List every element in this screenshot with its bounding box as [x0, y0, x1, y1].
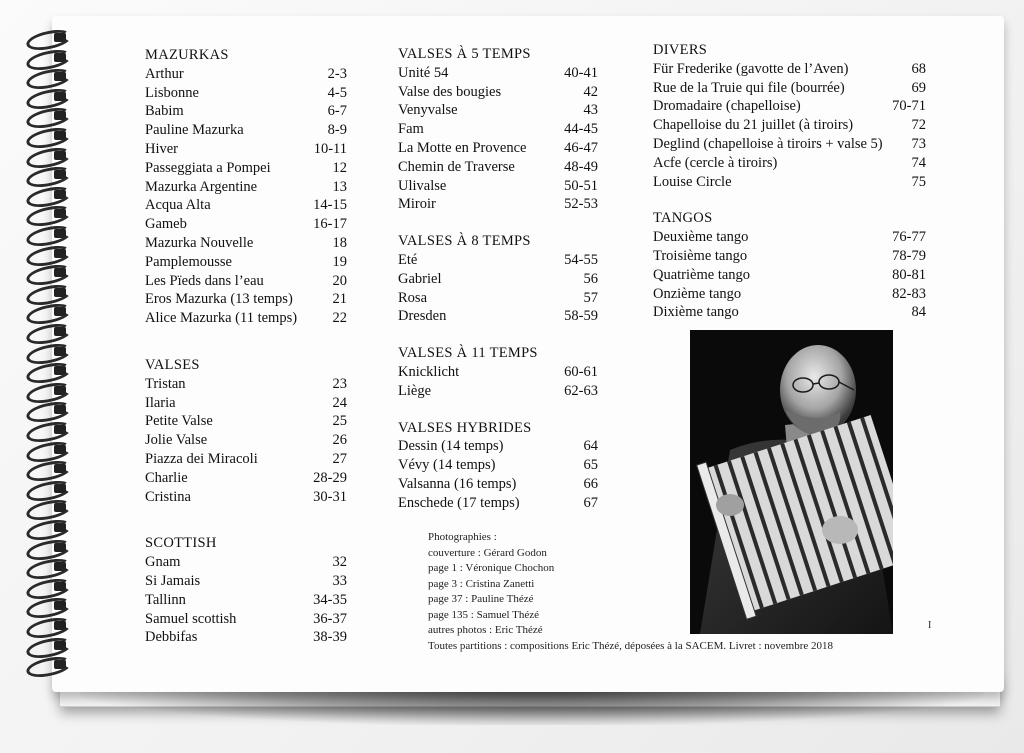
photo-credits: [428, 530, 554, 639]
spiral-ring: [20, 383, 76, 399]
spiral-ring: [20, 598, 76, 614]
section-title: TANGOS: [653, 210, 713, 227]
toc-entry: [653, 247, 926, 266]
entry-title: Babim: [145, 103, 184, 120]
entry-title: Samuel scottish: [145, 610, 237, 627]
entry-page: 4-5: [327, 84, 347, 101]
entry-page: 38-39: [313, 629, 347, 646]
entry-title: Charlie: [145, 469, 188, 486]
entry-title: Deuxième tango: [653, 229, 749, 246]
section-title: VALSES À 8 TEMPS: [398, 233, 531, 250]
entry-title: Lisbonne: [145, 84, 199, 101]
toc-entry: [145, 450, 347, 469]
credit-line: page 37 : Pauline Thézé: [428, 593, 534, 605]
toc-entry: [145, 610, 347, 629]
entry-page: 20: [332, 272, 347, 289]
entry-page: 84: [911, 304, 926, 321]
entry-page: 74: [911, 154, 926, 171]
entry-title: Tallinn: [145, 591, 186, 608]
toc-entry: [145, 628, 347, 647]
toc-entry: [145, 102, 347, 121]
entry-title: Acfe (cercle à tiroirs): [653, 154, 778, 171]
toc-entry: [653, 266, 926, 285]
entry-title: Liège: [398, 382, 432, 399]
entry-title: Si Jamais: [145, 572, 201, 589]
spiral-ring: [20, 304, 76, 320]
entry-page: 30-31: [313, 488, 347, 505]
entry-title: Valse des bougies: [398, 83, 502, 100]
toc-entry: [398, 437, 598, 456]
toc-section: [398, 45, 598, 214]
toc-entry: [145, 394, 347, 413]
toc-entry: [398, 120, 598, 139]
toc-entry: [653, 135, 926, 154]
entry-title: Pauline Mazurka: [145, 122, 244, 139]
entry-title: Rue de la Truie qui file (bourrée): [653, 79, 845, 96]
entry-title: Alice Mazurka (11 temps): [145, 310, 298, 327]
entry-page: 75: [911, 173, 926, 190]
toc-entry: [145, 431, 347, 450]
entry-page: 78-79: [892, 247, 926, 264]
section-title: MAZURKAS: [145, 47, 229, 63]
spiral-ring: [20, 324, 76, 340]
entry-title: Mazurka Argentine: [145, 178, 258, 195]
column-3: [653, 41, 926, 340]
entry-page: 58-59: [564, 308, 598, 325]
entry-title: Gnam: [145, 554, 181, 571]
entry-page: 54-55: [564, 251, 598, 268]
entry-title: Eros Mazurka (13 temps): [145, 291, 293, 308]
toc-entry: [145, 309, 347, 328]
entry-title: Tristan: [145, 375, 186, 392]
entry-page: 42: [583, 83, 598, 100]
spiral-wire: [25, 654, 74, 681]
toc-entry: [145, 572, 347, 591]
entry-page: 68: [911, 60, 926, 77]
toc-entry: [398, 270, 598, 289]
toc-entry: [145, 488, 347, 507]
accordion-player-photo: [690, 330, 893, 634]
toc-entry: [398, 139, 598, 158]
spiral-ring: [20, 108, 76, 124]
entry-title: La Motte en Provence: [398, 139, 527, 156]
toc-section: [145, 46, 347, 328]
entry-page: 33: [332, 572, 347, 589]
entry-title: Troisième tango: [653, 247, 748, 264]
toc-entry: [145, 234, 347, 253]
entry-page: 52-53: [564, 196, 598, 213]
credit-line: page 3 : Cristina Zanetti: [428, 577, 535, 590]
spiral-ring: [20, 657, 76, 673]
entry-title: Chapelloise du 21 juillet (à tiroirs): [653, 117, 854, 134]
toc-entry: [398, 363, 598, 382]
toc-entry: [145, 140, 347, 159]
photo-illustration: [690, 330, 893, 634]
section-title: VALSES: [145, 356, 200, 373]
entry-page: 65: [583, 457, 598, 474]
section-title: SCOTTISH: [145, 535, 217, 552]
entry-page: 72: [911, 117, 926, 134]
entry-title: Dromadaire (chapelloise): [653, 98, 801, 115]
entry-page: 46-47: [564, 139, 598, 156]
entry-page: 13: [332, 178, 347, 195]
toc-entry: [398, 158, 598, 177]
entry-page: 28-29: [313, 469, 347, 486]
spiral-ring: [20, 520, 76, 536]
entry-title: Quatrième tango: [653, 266, 751, 283]
entry-title: Dresden: [398, 308, 447, 325]
spiral-ring: [20, 540, 76, 556]
entry-page: 40-41: [564, 64, 598, 81]
entry-title: Ilaria: [145, 394, 176, 411]
entry-title: Dessin (14 temps): [398, 438, 504, 455]
entry-page: 25: [332, 413, 347, 430]
toc-entry: [145, 215, 347, 234]
toc-entry: [653, 97, 926, 116]
toc-entry: [145, 65, 347, 84]
toc-entry: [653, 116, 926, 135]
toc-section: [653, 41, 926, 191]
entry-title: Für Frederike (gavotte de l’Aven): [653, 60, 849, 77]
entry-title: Onzième tango: [653, 285, 742, 302]
entry-page: 64: [583, 438, 598, 455]
entry-page: 56: [583, 270, 598, 287]
entry-title: Louise Circle: [653, 173, 732, 190]
toc-section: [398, 419, 598, 513]
toc-section: [653, 209, 926, 322]
toc-entry: [145, 159, 347, 178]
entry-page: 62-63: [564, 382, 598, 399]
spiral-ring: [20, 500, 76, 516]
spiral-ring: [20, 265, 76, 281]
toc-entry: [653, 228, 926, 247]
credit-line: couverture : Gérard Godon: [428, 546, 547, 559]
spiral-ring: [20, 50, 76, 66]
spiral-ring: [20, 481, 76, 497]
spiral-ring: [20, 89, 76, 105]
credit-line: autres photos : Eric Thézé: [428, 624, 543, 636]
entry-title: Venyvalse: [398, 102, 458, 119]
entry-page: 16-17: [313, 216, 347, 233]
spiral-ring: [20, 148, 76, 164]
spiral-ring: [20, 167, 76, 183]
spiral-ring: [20, 128, 76, 144]
entry-title: Arthur: [145, 65, 184, 82]
toc-entry: [145, 84, 347, 103]
toc-entry: [653, 60, 926, 79]
toc-entry: [145, 375, 347, 394]
entry-page: 6-7: [327, 103, 347, 120]
toc-entry: [398, 456, 598, 475]
spiral-ring: [20, 187, 76, 203]
entry-title: Dixième tango: [653, 304, 739, 321]
toc-section: [398, 232, 598, 326]
spiral-ring: [20, 226, 76, 242]
toc-entry: [653, 79, 926, 98]
entry-title: Rosa: [398, 289, 427, 306]
toc-entry: [653, 154, 926, 173]
entry-page: 82-83: [892, 285, 926, 302]
toc-entry: [398, 83, 598, 102]
entry-page: 18: [332, 234, 347, 251]
spiral-ring: [20, 246, 76, 262]
section-title: DIVERS: [653, 42, 708, 58]
entry-title: Fam: [398, 121, 424, 138]
toc-entry: [653, 285, 926, 304]
entry-page: 60-61: [564, 363, 598, 380]
section-title: VALSES HYBRIDES: [398, 419, 532, 436]
entry-page: 27: [332, 450, 347, 467]
spiral-ring: [20, 461, 76, 477]
entry-page: 76-77: [892, 229, 926, 246]
entry-title: Pamplemousse: [145, 253, 232, 270]
entry-title: Petite Valse: [145, 413, 213, 430]
entry-page: 32: [332, 554, 347, 571]
toc-entry: [653, 173, 926, 192]
spiral-ring: [20, 618, 76, 634]
entry-page: 48-49: [564, 158, 598, 175]
entry-page: 19: [332, 253, 347, 270]
entry-page: 73: [911, 135, 926, 152]
spiral-ring: [20, 206, 76, 222]
toc-entry: [398, 494, 598, 513]
entry-title: Debbifas: [145, 629, 198, 646]
entry-page: 34-35: [313, 591, 347, 608]
entry-title: Deglind (chapelloise à tiroirs + valse 5): [653, 135, 883, 152]
entry-title: Gabriel: [398, 270, 442, 287]
spiral-ring: [20, 638, 76, 654]
entry-title: Knicklicht: [398, 363, 460, 380]
entry-page: 12: [332, 159, 347, 176]
spiral-ring: [20, 402, 76, 418]
entry-title: Cristina: [145, 488, 191, 505]
entry-title: Enschede (17 temps): [398, 494, 520, 511]
toc-entry: [398, 475, 598, 494]
toc-entry: [398, 64, 598, 83]
spiral-ring: [20, 363, 76, 379]
entry-page: 57: [583, 289, 598, 306]
entry-page: 8-9: [327, 122, 347, 139]
section-title: VALSES À 11 TEMPS: [398, 345, 538, 362]
entry-title: Vévy (14 temps): [398, 457, 496, 474]
credit-line: page 135 : Samuel Thézé: [428, 608, 539, 621]
toc-entry: [145, 272, 347, 291]
page-folio: I: [928, 620, 932, 631]
entry-page: 24: [332, 394, 347, 411]
entry-page: 69: [911, 79, 926, 96]
entry-title: Ulivalse: [398, 177, 447, 194]
toc-entry: [145, 178, 347, 197]
entry-title: Miroir: [398, 196, 436, 213]
entry-title: Piazza dei Miracoli: [145, 450, 258, 467]
toc-entry: [145, 412, 347, 431]
spiral-ring: [20, 30, 76, 46]
spiral-ring: [20, 442, 76, 458]
entry-page: 26: [332, 432, 347, 449]
credit-line: page 1 : Véronique Chochon: [428, 562, 555, 574]
toc-entry: [145, 196, 347, 215]
entry-page: 10-11: [313, 140, 347, 157]
toc-section: [145, 356, 347, 506]
entry-page: 2-3: [327, 65, 347, 82]
credit-line: Photographies :: [428, 531, 497, 543]
column-1: [145, 46, 347, 675]
toc-entry: [398, 101, 598, 120]
toc-entry: [398, 177, 598, 196]
toc-entry: [145, 553, 347, 572]
spiral-ring: [20, 285, 76, 301]
toc-entry: [653, 303, 926, 322]
toc-entry: [398, 307, 598, 326]
entry-page: 70-71: [892, 98, 926, 115]
entry-page: 36-37: [313, 610, 347, 627]
footer-note: Toutes partitions : compositions Eric Thézé, déposées à la SACEM. Livret : novembre 2018: [428, 640, 834, 652]
entry-title: Chemin de Traverse: [398, 158, 515, 175]
spiral-ring: [20, 559, 76, 575]
section-title: VALSES À 5 TEMPS: [398, 46, 531, 62]
toc-entry: [145, 591, 347, 610]
entry-page: 44-45: [564, 121, 598, 138]
spiral-ring: [20, 344, 76, 360]
toc-entry: [145, 469, 347, 488]
entry-title: Jolie Valse: [145, 432, 208, 449]
entry-title: Les Pïeds dans l’eau: [145, 272, 264, 289]
entry-title: Valsanna (16 temps): [398, 475, 517, 492]
entry-page: 21: [332, 291, 347, 308]
entry-title: Acqua Alta: [145, 197, 211, 214]
spiral-ring: [20, 69, 76, 85]
toc-entry: [145, 121, 347, 140]
entry-page: 22: [332, 310, 347, 327]
entry-title: Mazurka Nouvelle: [145, 234, 254, 251]
toc-entry: [145, 290, 347, 309]
entry-page: 23: [332, 375, 347, 392]
entry-title: Eté: [398, 251, 418, 268]
entry-page: 67: [583, 494, 598, 511]
toc-section: [145, 534, 347, 647]
entry-page: 43: [583, 102, 598, 119]
entry-title: Hiver: [145, 140, 179, 157]
spiral-binding: [20, 30, 80, 680]
column-2: [398, 45, 598, 531]
toc-entry: [398, 251, 598, 270]
toc-section: [398, 344, 598, 400]
entry-page: 80-81: [892, 266, 926, 283]
entry-title: Passeggiata a Pompei: [145, 159, 271, 176]
toc-entry: [398, 289, 598, 308]
entry-page: 50-51: [564, 177, 598, 194]
spiral-ring: [20, 579, 76, 595]
toc-entry: [398, 195, 598, 214]
entry-title: Unité 54: [398, 64, 449, 81]
entry-title: Gameb: [145, 216, 187, 233]
toc-entry: [145, 253, 347, 272]
entry-page: 14-15: [313, 197, 347, 214]
toc-entry: [398, 382, 598, 401]
entry-page: 66: [583, 475, 598, 492]
spiral-ring: [20, 422, 76, 438]
